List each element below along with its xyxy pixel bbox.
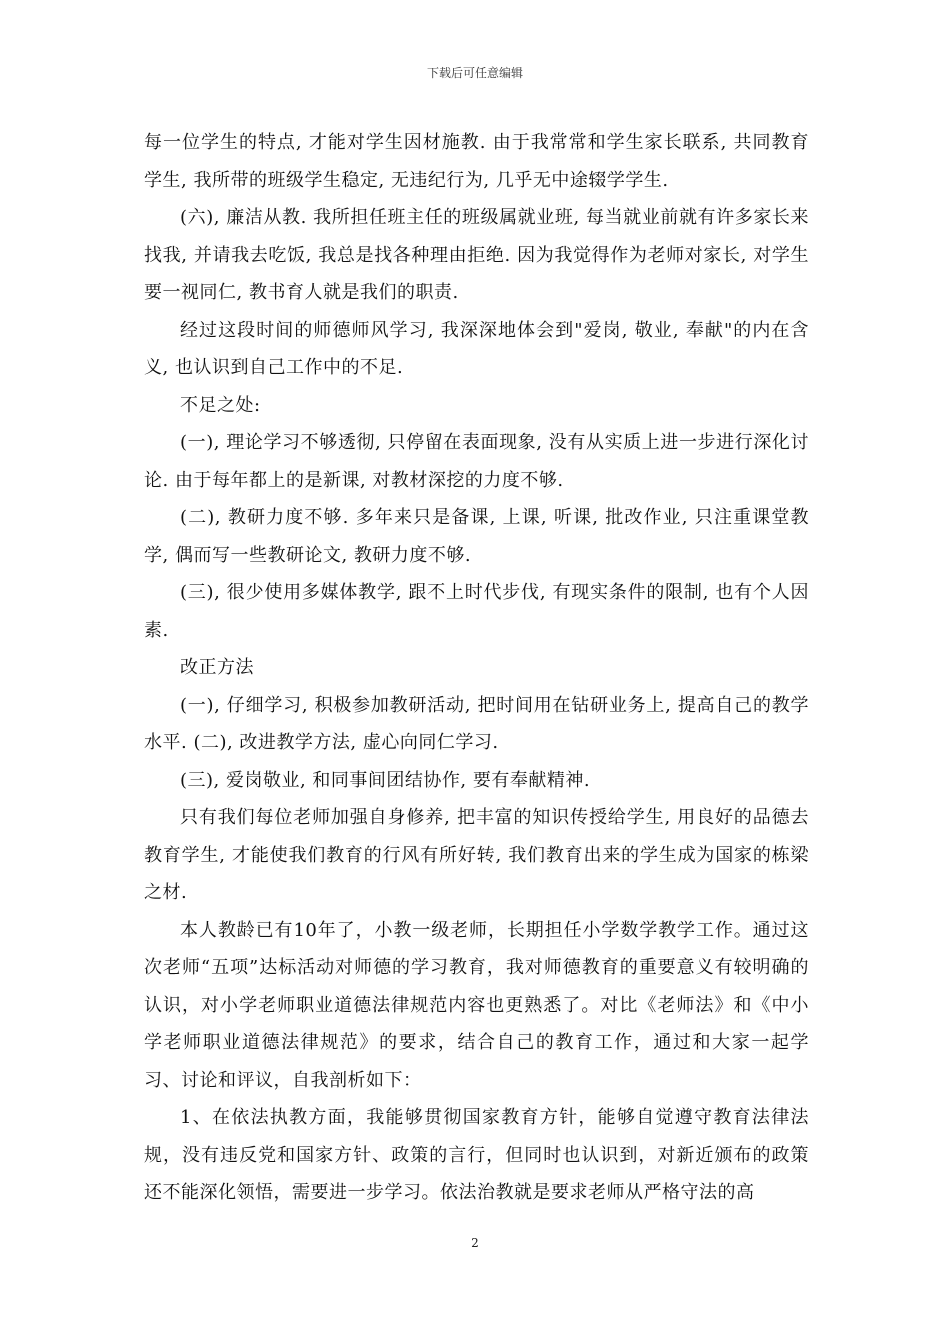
paragraph: 本人教龄已有10年了，小教一级老师，长期担任小学数学教学工作。通过这次老师“五项”达标活动对师德的学习教育，我对师德教育的重要意义有较明确的认识，对小学老师职业道德法律规范内容也更熟悉了。对比《老师法》和《中小学老师职业道德法律规范》的要求，结合自己的教育工作，通过和大家一起学习、讨论和评议，自我剖析如下： <box>144 919 809 1091</box>
paragraph: (三), 很少使用多媒体教学, 跟不上时代步伐, 有现实条件的限制, 也有个人因素. <box>144 582 809 641</box>
paragraph: (二), 教研力度不够. 多年来只是备课, 上课, 听课, 批改作业, 只注重课堂教学, 偶而写一些教研论文, 教研力度不够. <box>144 507 809 566</box>
page-number: 2 <box>471 1236 479 1250</box>
paragraph: 每一位学生的特点, 才能对学生因材施教. 由于我常常和学生家长联系, 共同教育学生, 我所带的班级学生稳定, 无违纪行为, 几乎无中途辍学学生. <box>144 132 809 191</box>
paragraph: (一), 仔细学习, 积极参加教研活动, 把时间用在钻研业务上, 提高自己的教学水平. (二), 改进教学方法, 虚心向同仁学习. <box>144 694 809 753</box>
page-header <box>0 66 950 80</box>
paragraph: (一), 理论学习不够透彻, 只停留在表面现象, 没有从实质上进一步进行深化讨论. 由于每年都上的是新课, 对教材深挖的力度不够. <box>144 432 809 491</box>
paragraph: 1、在依法执教方面，我能够贯彻国家教育方针，能够自觉遵守教育法律法规，没有违反党和国家方针、政策的言行，但同时也认识到，对新近颁布的政策还不能深化领悟，需要进一步学习。依法治教就是要求老师从严格守法的高 <box>144 1107 809 1203</box>
paragraph: 经过这段时间的师德师风学习, 我深深地体会到"爱岗, 敬业, 奉献"的内在含义, 也认识到自己工作中的不足. <box>144 319 809 378</box>
paragraph: 只有我们每位老师加强自身修养, 把丰富的知识传授给学生, 用良好的品德去教育学生, 才能使我们教育的行风有所好转, 我们教育出来的学生成为国家的栋梁之材. <box>144 807 809 903</box>
page-footer <box>0 1236 950 1250</box>
paragraph: (六), 廉洁从教. 我所担任班主任的班级属就业班, 每当就业前就有许多家长来找我, 并请我去吃饭, 我总是找各种理由拒绝. 因为我觉得作为老师对家长, 对学生要一视同仁, 教书育人就是我们的职责. <box>144 207 809 303</box>
section-heading: 改正方法 <box>180 657 254 678</box>
paragraph: (三), 爱岗敬业, 和同事间团结协作, 要有奉献精神. <box>180 769 591 791</box>
section-heading: 不足之处: <box>180 394 261 416</box>
document-body <box>144 124 809 1212</box>
header-note: 下载后可任意编辑 <box>426 66 523 80</box>
